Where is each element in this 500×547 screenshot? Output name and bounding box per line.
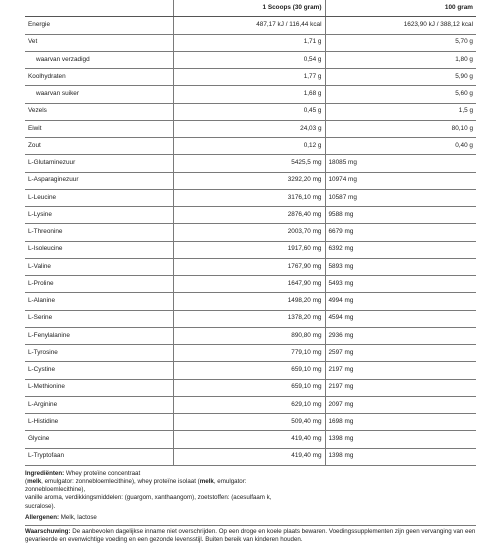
- header-per-100g: 100 gram: [325, 0, 476, 17]
- nutrient-name: L-Serine: [25, 310, 173, 327]
- nutrient-name: L-Proline: [25, 276, 173, 293]
- per-100g-value: 4594 mg: [325, 310, 476, 327]
- nutrient-name: Koolhydraten: [25, 69, 173, 86]
- per-100g-value: 0,40 g: [325, 138, 476, 155]
- table-row: [25, 396, 476, 413]
- nutrient-name: L-Methionine: [25, 379, 173, 396]
- serving-value: 2003,70 mg: [173, 224, 325, 241]
- nutrient-name: L-Cystine: [25, 362, 173, 379]
- table-row: [25, 379, 476, 396]
- nutrient-name: Glycine: [25, 431, 173, 448]
- serving-value: 1,77 g: [173, 69, 325, 86]
- table-body: [25, 17, 476, 466]
- serving-value: 1,68 g: [173, 86, 325, 103]
- serving-value: 659,10 mg: [173, 362, 325, 379]
- table-row: [25, 414, 476, 431]
- per-100g-value: 10587 mg: [325, 189, 476, 206]
- per-100g-value: 80,10 g: [325, 120, 476, 137]
- serving-value: 1647,90 mg: [173, 276, 325, 293]
- serving-value: 1917,60 mg: [173, 241, 325, 258]
- nutrient-name: L-Histidine: [25, 414, 173, 431]
- nutrient-name: L-Threonine: [25, 224, 173, 241]
- ingredients-label: Ingrediënten:: [25, 469, 65, 477]
- serving-value: 0,54 g: [173, 51, 325, 68]
- nutrient-name: L-Valine: [25, 258, 173, 275]
- serving-value: 3292,20 mg: [173, 172, 325, 189]
- serving-value: 629,10 mg: [173, 396, 325, 413]
- nutrient-name: L-Tyrosine: [25, 345, 173, 362]
- table-row: [25, 448, 476, 465]
- nutrient-name: L-Arginine: [25, 396, 173, 413]
- nutrient-name: waarvan verzadigd: [25, 51, 173, 68]
- ingredients-fragment: (: [25, 477, 28, 485]
- serving-value: 509,40 mg: [173, 414, 325, 431]
- table-row: [25, 276, 476, 293]
- serving-value: 2876,40 mg: [173, 207, 325, 224]
- nutrient-name: L-Leucine: [25, 189, 173, 206]
- per-100g-value: 2597 mg: [325, 345, 476, 362]
- nutrient-name: Zout: [25, 138, 173, 155]
- serving-value: 890,80 mg: [173, 327, 325, 344]
- per-100g-value: 5,60 g: [325, 86, 476, 103]
- warning-body: De aanbevolen dagelijkse inname niet overschrijden. Op een droge en koele plaats bewaren. Voedingssupplementen zijn geen vervanging van een gevarieerde en evenwichtige voeding en een gezonde levensstijl. Buiten bereik van kinderen houden.: [25, 527, 476, 544]
- table-row: [25, 327, 476, 344]
- table-row: [25, 310, 476, 327]
- per-100g-value: 2197 mg: [325, 379, 476, 396]
- serving-value: 0,12 g: [173, 138, 325, 155]
- per-100g-value: 6679 mg: [325, 224, 476, 241]
- table-row: [25, 293, 476, 310]
- serving-value: 3176,10 mg: [173, 189, 325, 206]
- nutrient-name: Vezels: [25, 103, 173, 120]
- table-row: [25, 155, 476, 172]
- allergen-highlight: melk: [199, 477, 214, 485]
- per-100g-value: 5493 mg: [325, 276, 476, 293]
- nutrition-table: [25, 0, 476, 466]
- serving-value: 24,03 g: [173, 120, 325, 137]
- per-100g-value: 2936 mg: [325, 327, 476, 344]
- ingredients-fragment: , emulgator: zonnebloemlecithine), whey proteïne isolaat (: [41, 477, 200, 485]
- serving-value: 779,10 mg: [173, 345, 325, 362]
- nutrition-sheet: [25, 0, 476, 547]
- table-row: [25, 207, 476, 224]
- per-100g-value: 1,80 g: [325, 51, 476, 68]
- per-100g-value: 18085 mg: [325, 155, 476, 172]
- allergens-label: Allergenen:: [25, 513, 60, 521]
- allergen-highlight: melk: [27, 477, 42, 485]
- per-100g-value: 2097 mg: [325, 396, 476, 413]
- nutrient-name: L-Fenylalanine: [25, 327, 173, 344]
- table-row: [25, 362, 476, 379]
- serving-value: 419,40 mg: [173, 448, 325, 465]
- allergens-text: [25, 514, 476, 522]
- per-100g-value: 4994 mg: [325, 293, 476, 310]
- nutrient-name: L-Lysine: [25, 207, 173, 224]
- nutrient-name: Energie: [25, 17, 173, 34]
- table-row: [25, 17, 476, 34]
- per-100g-value: 9588 mg: [325, 207, 476, 224]
- table-row: [25, 69, 476, 86]
- nutrient-name: Eiwit: [25, 120, 173, 137]
- serving-value: 5425,5 mg: [173, 155, 325, 172]
- divider: [25, 525, 476, 526]
- serving-value: 1378,20 mg: [173, 310, 325, 327]
- serving-value: 1,71 g: [173, 34, 325, 51]
- per-100g-value: 1623,90 kJ / 388,12 kcal: [325, 17, 476, 34]
- table-row: [25, 224, 476, 241]
- per-100g-value: 5,90 g: [325, 69, 476, 86]
- serving-value: 419,40 mg: [173, 431, 325, 448]
- nutrient-name: L-Tryptofaan: [25, 448, 173, 465]
- nutrient-name: L-Glutaminezuur: [25, 155, 173, 172]
- per-100g-value: 1398 mg: [325, 431, 476, 448]
- per-100g-value: 2197 mg: [325, 362, 476, 379]
- nutrient-name: waarvan suiker: [25, 86, 173, 103]
- table-row: [25, 172, 476, 189]
- nutrient-name: L-Alanine: [25, 293, 173, 310]
- table-row: [25, 34, 476, 51]
- serving-value: 1767,90 mg: [173, 258, 325, 275]
- nutrient-name: L-Isoleucine: [25, 241, 173, 258]
- table-row: [25, 189, 476, 206]
- ingredients-fragment: , emulgator: zonnebloemlecithine), vanille aroma, verdikkingsmiddelen: (guargom, xanthaangom), zoetstoffen: (acesulfaam k, sucralose).: [25, 477, 272, 510]
- per-100g-value: 5893 mg: [325, 258, 476, 275]
- nutrient-name: L-Asparaginezuur: [25, 172, 173, 189]
- table-row: [25, 103, 476, 120]
- product-info: [25, 470, 476, 545]
- serving-value: 1498,20 mg: [173, 293, 325, 310]
- serving-value: 659,10 mg: [173, 379, 325, 396]
- serving-value: 487,17 kJ / 116,44 kcal: [173, 17, 325, 34]
- per-100g-value: 10974 mg: [325, 172, 476, 189]
- ingredients-text: [25, 470, 476, 511]
- warning-label: Waarschuwing:: [25, 527, 71, 535]
- header-blank: [25, 0, 173, 17]
- table-row: [25, 258, 476, 275]
- table-row: [25, 431, 476, 448]
- header-serving: 1 Scoops (30 gram): [173, 0, 325, 17]
- per-100g-value: 1398 mg: [325, 448, 476, 465]
- ingredients-fragment: Whey proteïne concentraat: [64, 469, 141, 477]
- per-100g-value: 1698 mg: [325, 414, 476, 431]
- warning-text: [25, 528, 476, 544]
- table-row: [25, 345, 476, 362]
- nutrient-name: Vet: [25, 34, 173, 51]
- table-row: [25, 51, 476, 68]
- serving-value: 0,45 g: [173, 103, 325, 120]
- per-100g-value: 5,70 g: [325, 34, 476, 51]
- table-header-row: [25, 0, 476, 17]
- table-row: [25, 86, 476, 103]
- table-row: [25, 138, 476, 155]
- per-100g-value: 1,5 g: [325, 103, 476, 120]
- per-100g-value: 6392 mg: [325, 241, 476, 258]
- table-row: [25, 120, 476, 137]
- table-row: [25, 241, 476, 258]
- allergens-body: Melk, lactose: [59, 513, 97, 521]
